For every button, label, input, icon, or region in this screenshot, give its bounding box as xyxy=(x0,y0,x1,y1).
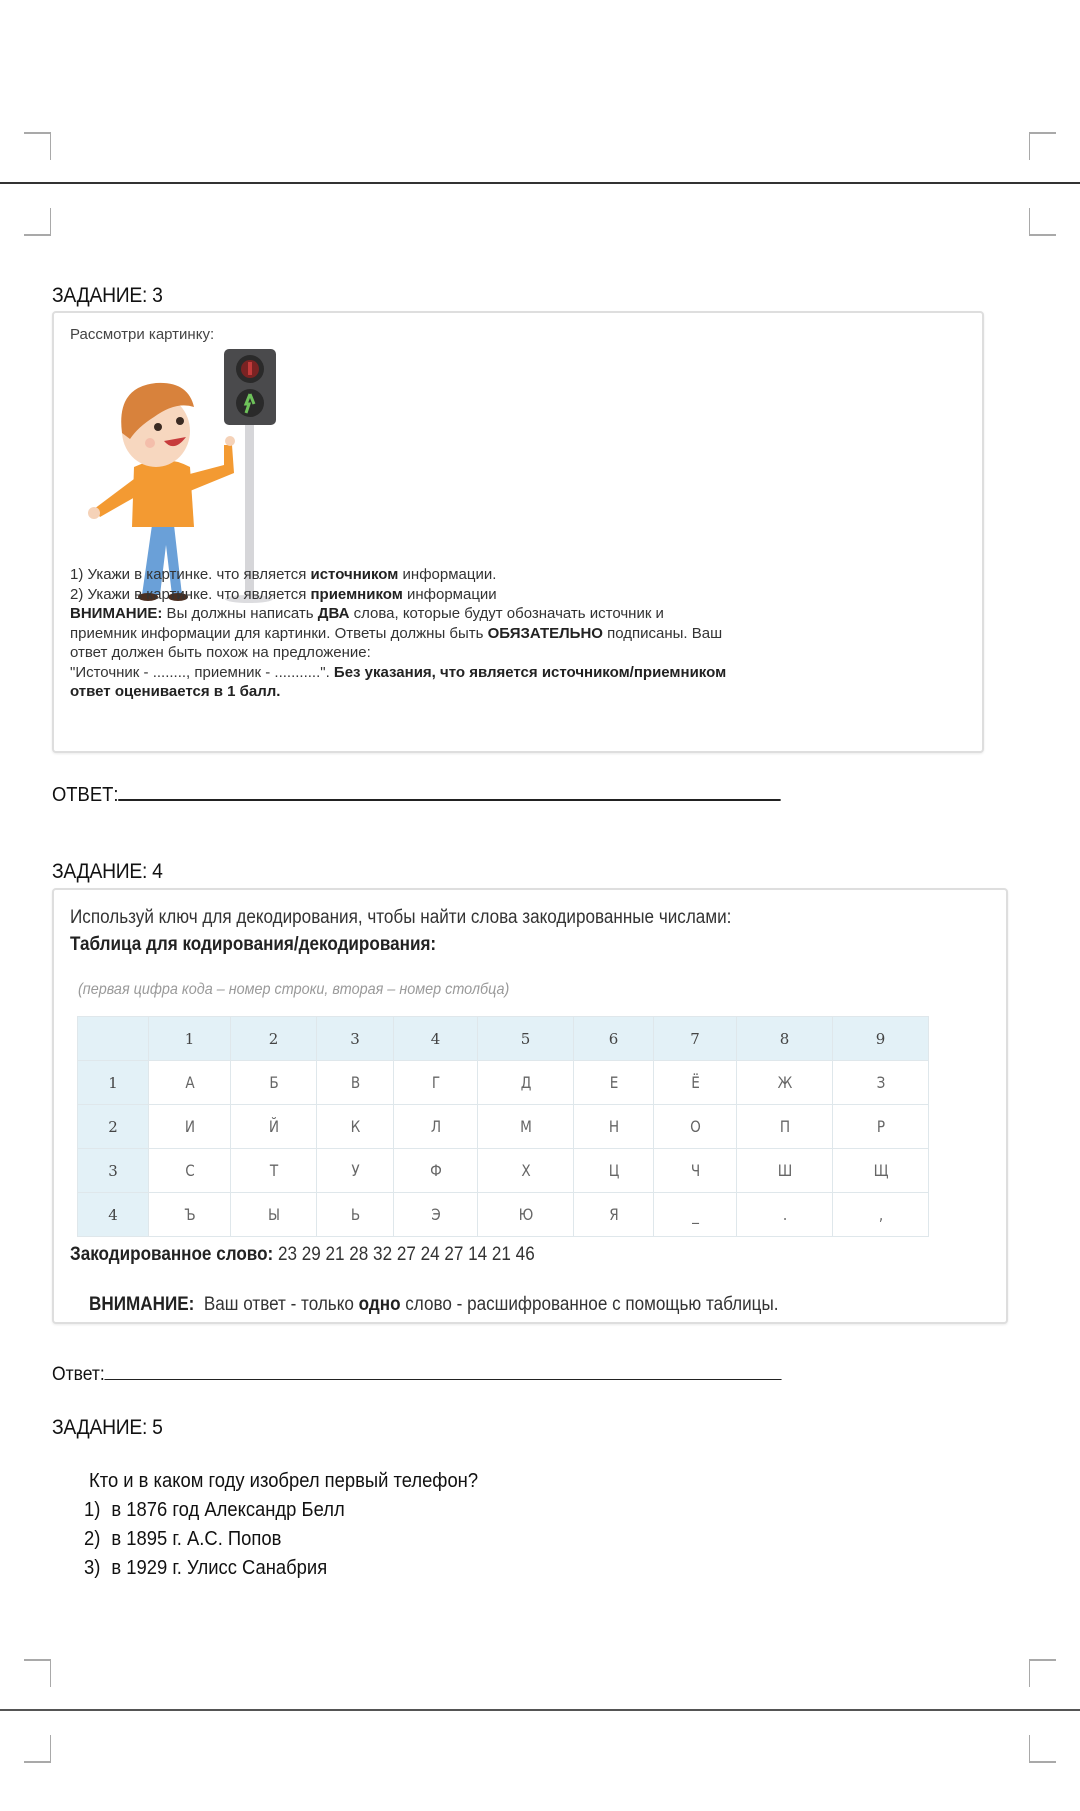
column-header: 6 xyxy=(574,1017,654,1061)
page-corner-mark xyxy=(1029,132,1056,160)
table-cell: С xyxy=(155,1149,225,1193)
text: ответ должен быть похож на предложение: xyxy=(70,644,371,661)
task3-title: ЗАДАНИЕ: 3 xyxy=(52,284,163,307)
page-corner-mark xyxy=(24,1735,51,1763)
bold-text: источником xyxy=(310,566,399,583)
instruction-line xyxy=(70,604,970,624)
warning-text-bold: одно xyxy=(358,1294,401,1315)
task4-title: ЗАДАНИЕ: 4 xyxy=(52,860,163,883)
table-cell: Я xyxy=(580,1193,648,1237)
task3-answer-field[interactable] xyxy=(52,784,781,807)
table-cell: Н xyxy=(580,1105,648,1149)
table-cell: Р xyxy=(840,1105,922,1149)
table-cell: Щ xyxy=(840,1149,922,1193)
row-header: 4 xyxy=(78,1193,149,1237)
table-row xyxy=(78,1149,929,1193)
table-cell: Й xyxy=(237,1105,310,1149)
table-cell: Т xyxy=(237,1149,310,1193)
instruction-line xyxy=(70,663,970,683)
decoding-table xyxy=(77,1016,929,1237)
table-cell: А xyxy=(155,1061,225,1105)
text: информации. xyxy=(398,566,497,583)
table-cell: У xyxy=(322,1149,387,1193)
page-divider xyxy=(0,182,1080,184)
column-header: 5 xyxy=(478,1017,574,1061)
option-item[interactable] xyxy=(84,1499,345,1522)
table-cell: Ф xyxy=(400,1149,471,1193)
column-header: 7 xyxy=(654,1017,737,1061)
warning-label: ВНИМАНИЕ: xyxy=(89,1294,195,1315)
row-header: 1 xyxy=(78,1061,149,1105)
table-cell: _ xyxy=(660,1193,731,1237)
row-header: 3 xyxy=(78,1149,149,1193)
bold-text: ВНИМАНИЕ: xyxy=(70,605,163,622)
option-item[interactable] xyxy=(84,1557,327,1580)
table-cell: Ж xyxy=(744,1061,826,1105)
task3-intro: Рассмотри картинку: xyxy=(70,326,215,343)
bold-text: ответ оценивается в 1 балл. xyxy=(70,683,281,700)
option-text: в 1929 г. Улисс Санабрия xyxy=(111,1557,328,1579)
option-text: в 1876 год Александр Белл xyxy=(111,1499,345,1521)
table-cell: Ч xyxy=(660,1149,731,1193)
encoded-label: Закодированное слово: xyxy=(70,1244,274,1265)
table-cell: К xyxy=(322,1105,387,1149)
table-cell: Л xyxy=(400,1105,471,1149)
text: 1) Укажи в картинке. что является xyxy=(70,566,311,583)
task5-title: ЗАДАНИЕ: 5 xyxy=(52,1416,163,1439)
option-number: 3) xyxy=(84,1557,101,1579)
table-cell: М xyxy=(485,1105,567,1149)
table-cell: Ь xyxy=(322,1193,387,1237)
table-row xyxy=(78,1193,929,1237)
page-corner-mark xyxy=(1029,208,1056,236)
table-row xyxy=(78,1105,929,1149)
text: Вы должны написать xyxy=(162,605,318,622)
column-header: 2 xyxy=(231,1017,317,1061)
page-corner-mark xyxy=(24,208,51,236)
encoded-value: 23 29 21 28 32 27 24 27 14 21 46 xyxy=(273,1244,535,1265)
page-corner-mark xyxy=(1029,1659,1056,1687)
table-cell: З xyxy=(840,1061,922,1105)
text: информации xyxy=(402,585,497,603)
table-cell: О xyxy=(660,1105,731,1149)
instruction-line xyxy=(70,682,970,702)
option-item[interactable] xyxy=(84,1528,281,1551)
table-cell: Х xyxy=(485,1149,567,1193)
task4-box xyxy=(52,888,1008,1324)
column-header: 8 xyxy=(737,1017,833,1061)
table-cell: . xyxy=(744,1193,826,1237)
column-header: 9 xyxy=(833,1017,929,1061)
answer-line[interactable] xyxy=(118,798,780,801)
table-cell: В xyxy=(322,1061,387,1105)
warning-text-post: слово - расшифрованное с помощью таблицы. xyxy=(400,1294,779,1315)
task5-question: Кто и в каком году изобрел первый телефон? xyxy=(89,1470,479,1492)
page-corner-mark xyxy=(1029,1735,1056,1763)
option-number: 1) xyxy=(84,1499,101,1521)
warning-text-pre: Ваш ответ - только xyxy=(194,1294,359,1315)
instruction-line xyxy=(70,624,970,644)
column-header: 3 xyxy=(317,1017,394,1061)
table-cell: Е xyxy=(580,1061,648,1105)
table-title: Таблица для кодирования/декодирования: xyxy=(70,934,437,955)
table-row xyxy=(78,1061,929,1105)
text: слова, которые будут обозначать источник и xyxy=(349,605,664,622)
answer-label: Ответ: xyxy=(52,1364,105,1385)
table-cell: Ё xyxy=(660,1061,731,1105)
bold-text: приемником xyxy=(310,585,403,603)
table-cell: , xyxy=(840,1193,922,1237)
answer-line[interactable] xyxy=(105,1378,782,1380)
page-divider xyxy=(0,1709,1080,1711)
table-cell: Э xyxy=(400,1193,471,1237)
text: "Источник - ........, приемник - ...........". xyxy=(70,663,334,681)
table-cell: Ц xyxy=(580,1149,648,1193)
column-header: 4 xyxy=(394,1017,478,1061)
table-cell: П xyxy=(744,1105,826,1149)
bold-text: ОБЯЗАТЕЛЬНО xyxy=(487,624,603,642)
bold-text: Без указания, что является источником/приемником xyxy=(333,663,727,681)
page-corner-mark xyxy=(24,1659,51,1687)
text: подписаны. Ваш xyxy=(602,624,723,642)
answer-label: ОТВЕТ: xyxy=(52,784,119,806)
option-text: в 1895 г. А.С. Попов xyxy=(111,1528,282,1550)
option-number: 2) xyxy=(84,1528,101,1550)
task3-box xyxy=(52,311,984,753)
instruction-line xyxy=(70,585,970,605)
text: приемник информации для картинки. Ответы должны быть xyxy=(70,624,488,642)
encoded-word xyxy=(70,1244,535,1266)
table-cell: И xyxy=(155,1105,225,1149)
table-cell: Ъ xyxy=(155,1193,225,1237)
bold-text: ДВА xyxy=(317,605,350,622)
table-header-row xyxy=(78,1017,929,1061)
task4-warning xyxy=(70,1272,779,1338)
table-cell: Ю xyxy=(485,1193,567,1237)
text: 2) Укажи в картинке. что является xyxy=(70,585,311,603)
table-hint: (первая цифра кода – номер строки, вторая – номер столбца) xyxy=(78,981,510,998)
table-cell: Ш xyxy=(744,1149,826,1193)
table-cell: Д xyxy=(485,1061,567,1105)
instruction-line xyxy=(70,643,970,663)
task4-answer-field[interactable] xyxy=(52,1364,782,1386)
table-cell: Ы xyxy=(237,1193,310,1237)
table-cell: Г xyxy=(400,1061,471,1105)
instruction-line xyxy=(70,565,970,585)
table-cell: Б xyxy=(237,1061,310,1105)
table-corner-cell xyxy=(78,1017,149,1061)
column-header: 1 xyxy=(149,1017,231,1061)
page-corner-mark xyxy=(24,132,51,160)
row-header: 2 xyxy=(78,1105,149,1149)
task4-intro: Используй ключ для декодирования, чтобы найти слова закодированные числами: xyxy=(70,907,732,928)
